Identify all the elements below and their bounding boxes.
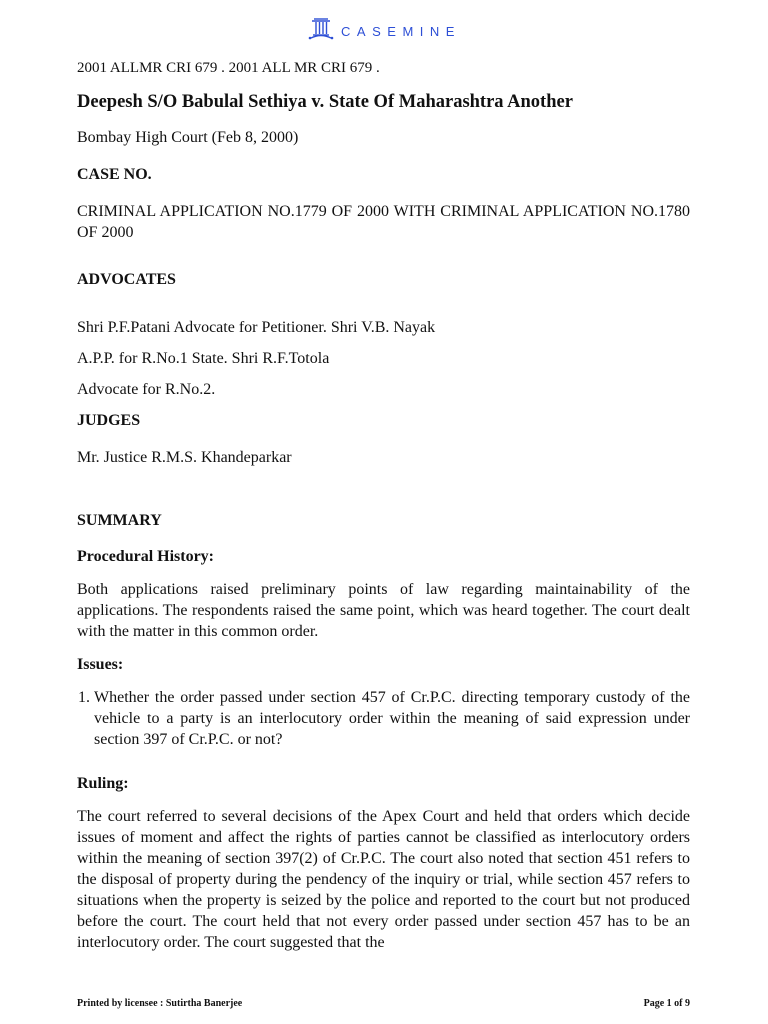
- page-footer: [77, 998, 690, 1009]
- citation: 2001 ALLMR CRI 679 . 2001 ALL MR CRI 679 .: [77, 60, 380, 76]
- advocate-line: A.P.P. for R.No.1 State. Shri R.F.Totola: [77, 350, 330, 367]
- ruling-text: The court referred to several decisions of the Apex Court and held that orders which decide issues of moment and affect the rights of parties cannot be classified as interlocutory orders within the meaning of section 397(2) of Cr.P.C. The court also noted that section 451 refers to the disposal of property during the pendency of the inquiry or trial, while section 457 refers to situations when the property is seized by the police and reported to the court but not produced before the court. The court held that not every order passed under section 457 has to be an interlocutory order. The court suggested that the: [77, 808, 690, 951]
- judge-name: Mr. Justice R.M.S. Khandeparkar: [77, 449, 292, 466]
- logo-text: CASEMINE: [341, 24, 461, 39]
- issues-list: [77, 687, 690, 750]
- advocates-heading: ADVOCATES: [77, 271, 176, 288]
- advocate-line: Advocate for R.No.2.: [77, 381, 216, 398]
- case-no-heading: CASE NO.: [77, 166, 152, 183]
- document-body: [77, 58, 690, 953]
- issues-heading: Issues:: [77, 656, 124, 673]
- procedural-history-heading: Procedural History:: [77, 548, 215, 565]
- case-title: Deepesh S/O Babulal Sethiya v. State Of Maharashtra Another: [77, 92, 573, 112]
- judges-heading: JUDGES: [77, 412, 141, 429]
- summary-heading: SUMMARY: [77, 512, 162, 529]
- court-and-date: Bombay High Court (Feb 8, 2000): [77, 129, 299, 146]
- licensee-text: Printed by licensee : Sutirtha Banerjee: [77, 998, 243, 1009]
- pillar-logo-icon: [307, 16, 335, 47]
- advocate-line: Shri P.F.Patani Advocate for Petitioner. Shri V.B. Nayak: [77, 319, 436, 336]
- case-number: CRIMINAL APPLICATION NO.1779 OF 2000 WITH CRIMINAL APPLICATION NO.1780 OF 2000: [77, 203, 690, 241]
- issue-item: 1. Whether the order passed under section 457 of Cr.P.C. directing temporary custody of the vehicle to a party is an interlocutory order within the meaning of said expression under section 397 of Cr.P.C. or not?: [94, 687, 690, 750]
- procedural-history-text: Both applications raised preliminary points of law regarding maintainability of the applications. The respondents raised the same point, which was heard together. The court dealt with the matter in this common order.: [77, 581, 690, 640]
- casemine-logo[interactable]: [0, 16, 768, 47]
- page-number: Page 1 of 9: [643, 998, 690, 1009]
- ruling-heading: Ruling:: [77, 775, 129, 792]
